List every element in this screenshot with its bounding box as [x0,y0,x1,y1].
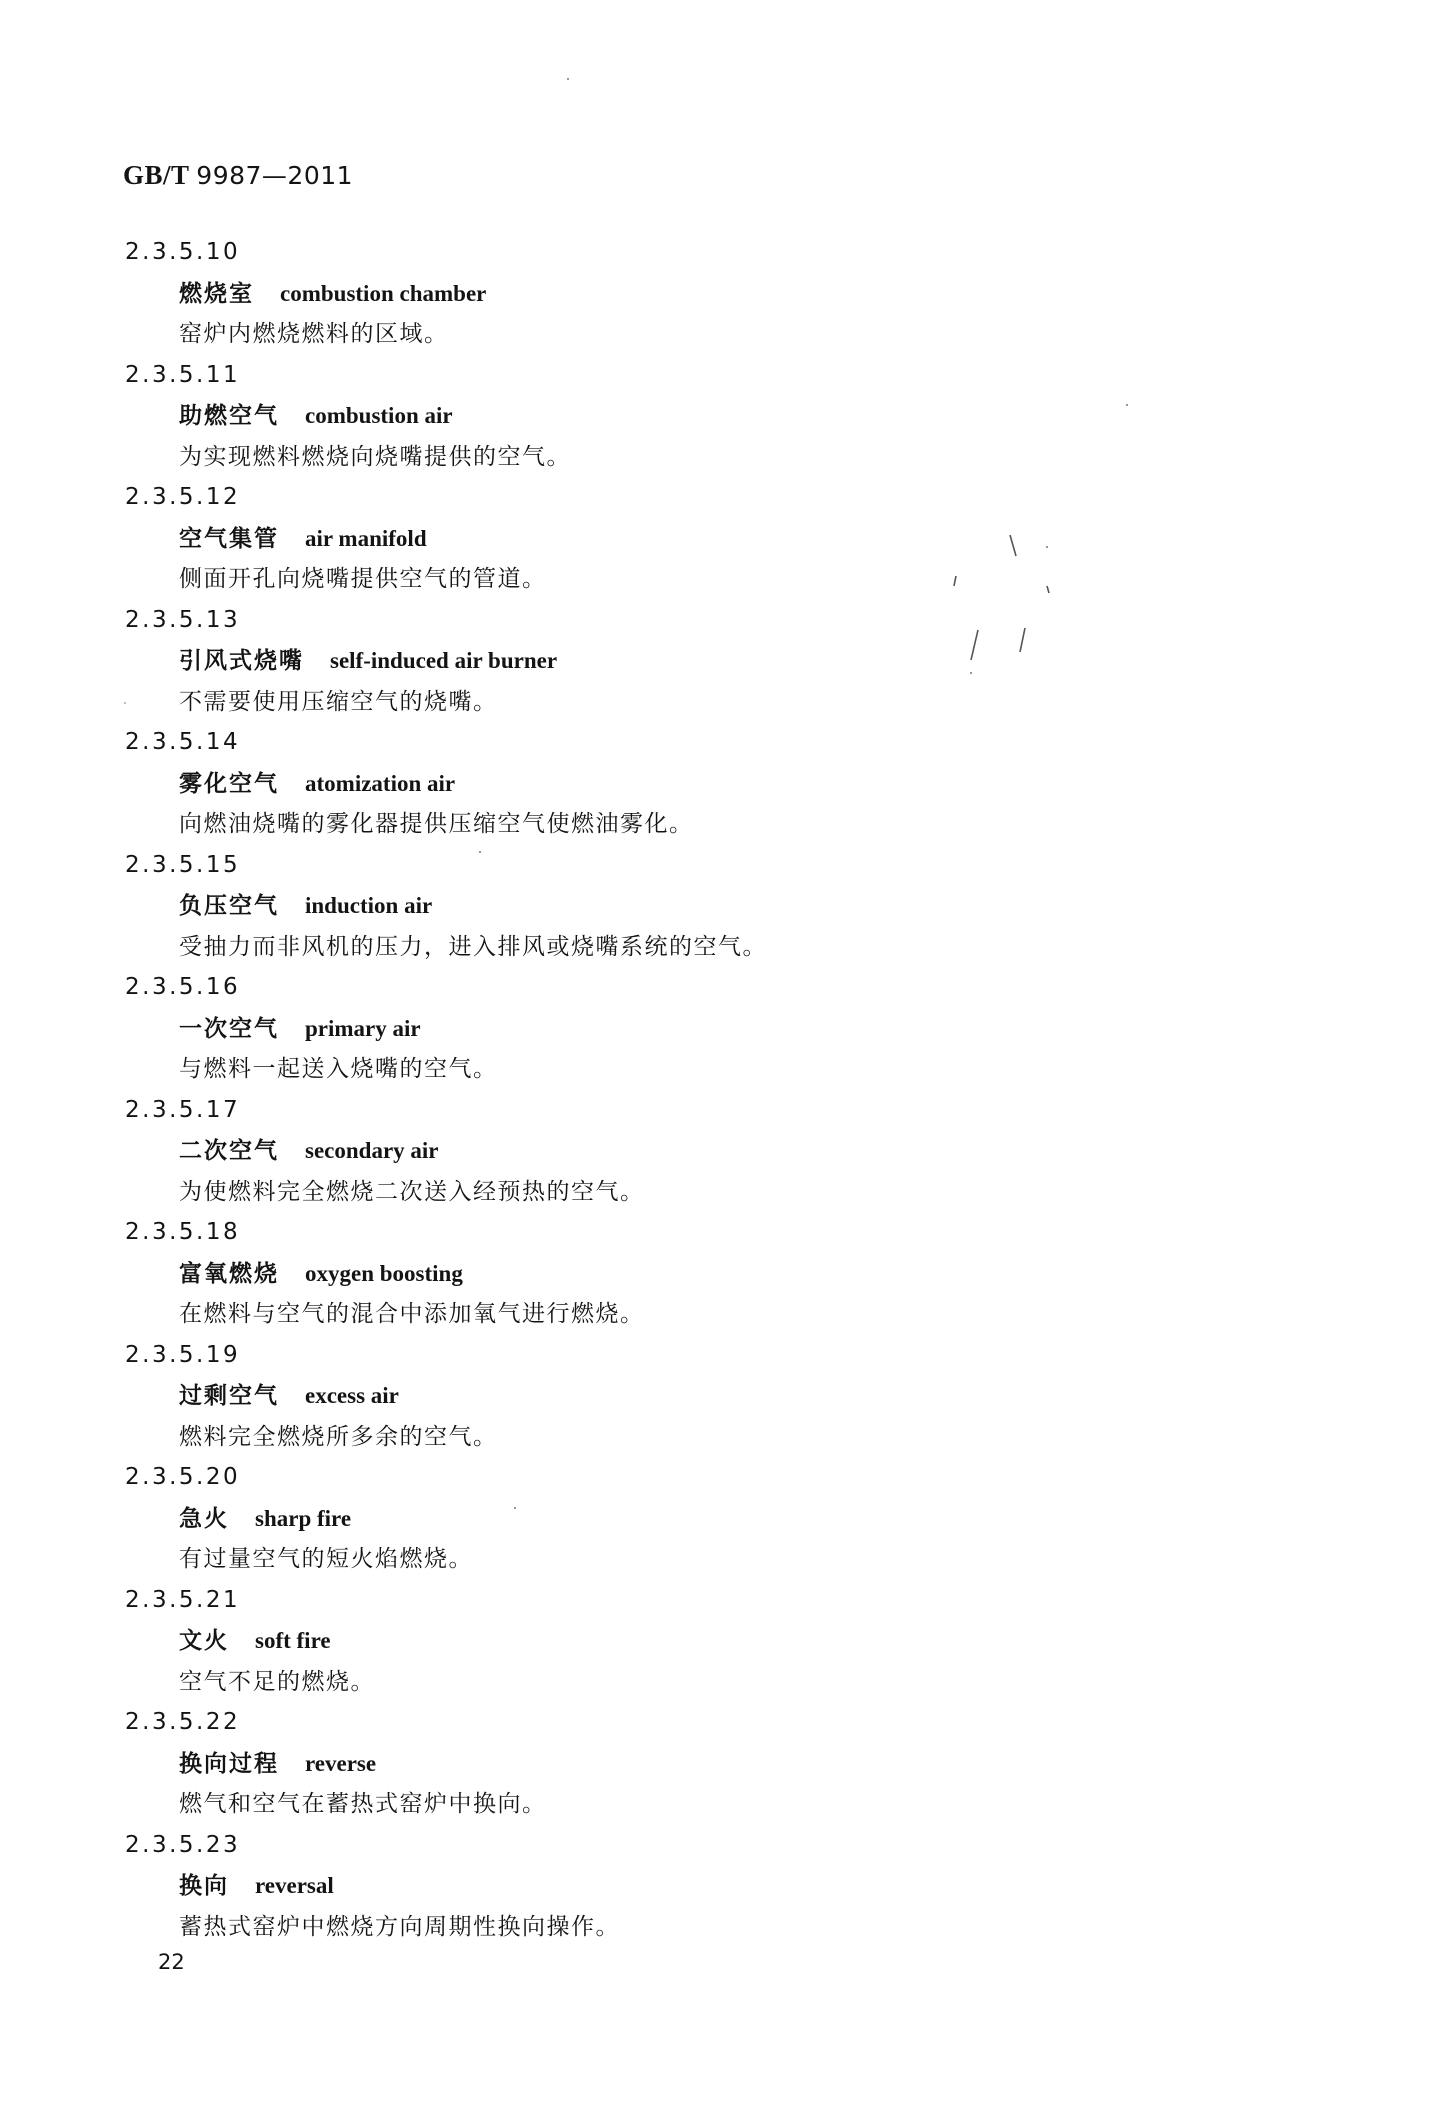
term-definition: 受抽力而非风机的压力，进入排风或烧嘴系统的空气。 [179,933,767,960]
term-definition: 侧面开孔向烧嘴提供空气的管道。 [179,566,547,592]
term-english: primary air [305,1015,421,1041]
term-definition: 向燃油烧嘴的雾化器提供压缩空气使燃油雾化。 [179,811,694,837]
term-number: 2.3.5.16 [125,974,241,1000]
term-chinese: 文火 [179,1628,229,1654]
term-number: 2.3.5.22 [125,1709,241,1735]
page-number: 22 [158,1950,185,1974]
term-definition: 蓄热式窑炉中燃烧方向周期性换向操作。 [179,1913,620,1940]
term-definition: 不需要使用压缩空气的烧嘴。 [179,688,498,715]
term-chinese: 助燃空气 [179,403,279,429]
term-chinese: 换向过程 [179,1750,279,1777]
term-english: soft fire [255,1628,331,1653]
term-english: sharp fire [255,1505,352,1531]
term-chinese: 二次空气 [179,1138,279,1164]
term-number: 2.3.5.14 [125,729,241,755]
term-chinese: 空气集管 [179,525,279,552]
term-number: 2.3.5.11 [125,361,241,388]
term-definition: 燃气和空气在蓄热式窑炉中换向。 [179,1791,547,1817]
term-number: 2.3.5.23 [125,1831,241,1858]
term-english: combustion chamber [280,280,487,306]
term-definition: 为使燃料完全燃烧二次送入经预热的空气。 [179,1178,645,1205]
term-english: reverse [305,1750,377,1776]
term-definition: 在燃料与空气的混合中添加氧气进行燃烧。 [179,1301,645,1327]
term-number: 2.3.5.10 [125,239,241,265]
term-chinese: 雾化空气 [179,770,279,797]
term-english: excess air [305,1383,399,1408]
term-english: self-induced air burner [330,648,558,673]
term-definition: 窑炉内燃烧燃料的区域。 [179,321,449,347]
term-english: air manifold [305,525,427,551]
term-number: 2.3.5.12 [125,484,241,510]
term-chinese: 过剩空气 [179,1383,279,1409]
term-number: 2.3.5.20 [125,1464,241,1490]
term-definition: 燃料完全燃烧所多余的空气。 [179,1423,498,1450]
term-number: 2.3.5.21 [125,1586,241,1613]
term-chinese: 负压空气 [179,893,279,919]
term-english: oxygen boosting [305,1260,463,1286]
term-definition: 为实现燃料燃烧向烧嘴提供的空气。 [179,443,571,470]
standard-code-number: 9987—2011 [196,161,354,190]
term-number: 2.3.5.13 [125,606,241,633]
term-chinese: 引风式烧嘴 [179,648,304,674]
term-number: 2.3.5.19 [125,1341,241,1368]
term-number: 2.3.5.18 [125,1219,241,1245]
term-english: atomization air [305,770,456,796]
term-english: secondary air [305,1138,439,1163]
term-definition: 有过量空气的短火焰燃烧。 [179,1546,473,1572]
term-chinese: 富氧燃烧 [179,1260,279,1287]
term-english: combustion air [305,403,453,428]
term-number: 2.3.5.15 [125,851,241,878]
term-definition: 空气不足的燃烧。 [179,1668,375,1695]
term-definition: 与燃料一起送入烧嘴的空气。 [179,1056,498,1082]
term-chinese: 换向 [179,1873,229,1899]
term-english: reversal [255,1873,334,1898]
term-chinese: 燃烧室 [179,280,254,307]
term-chinese: 一次空气 [179,1015,279,1042]
standard-code-prefix: GB/T [123,160,190,190]
term-chinese: 急火 [179,1505,229,1532]
term-number: 2.3.5.17 [125,1096,241,1123]
term-english: induction air [305,893,433,918]
